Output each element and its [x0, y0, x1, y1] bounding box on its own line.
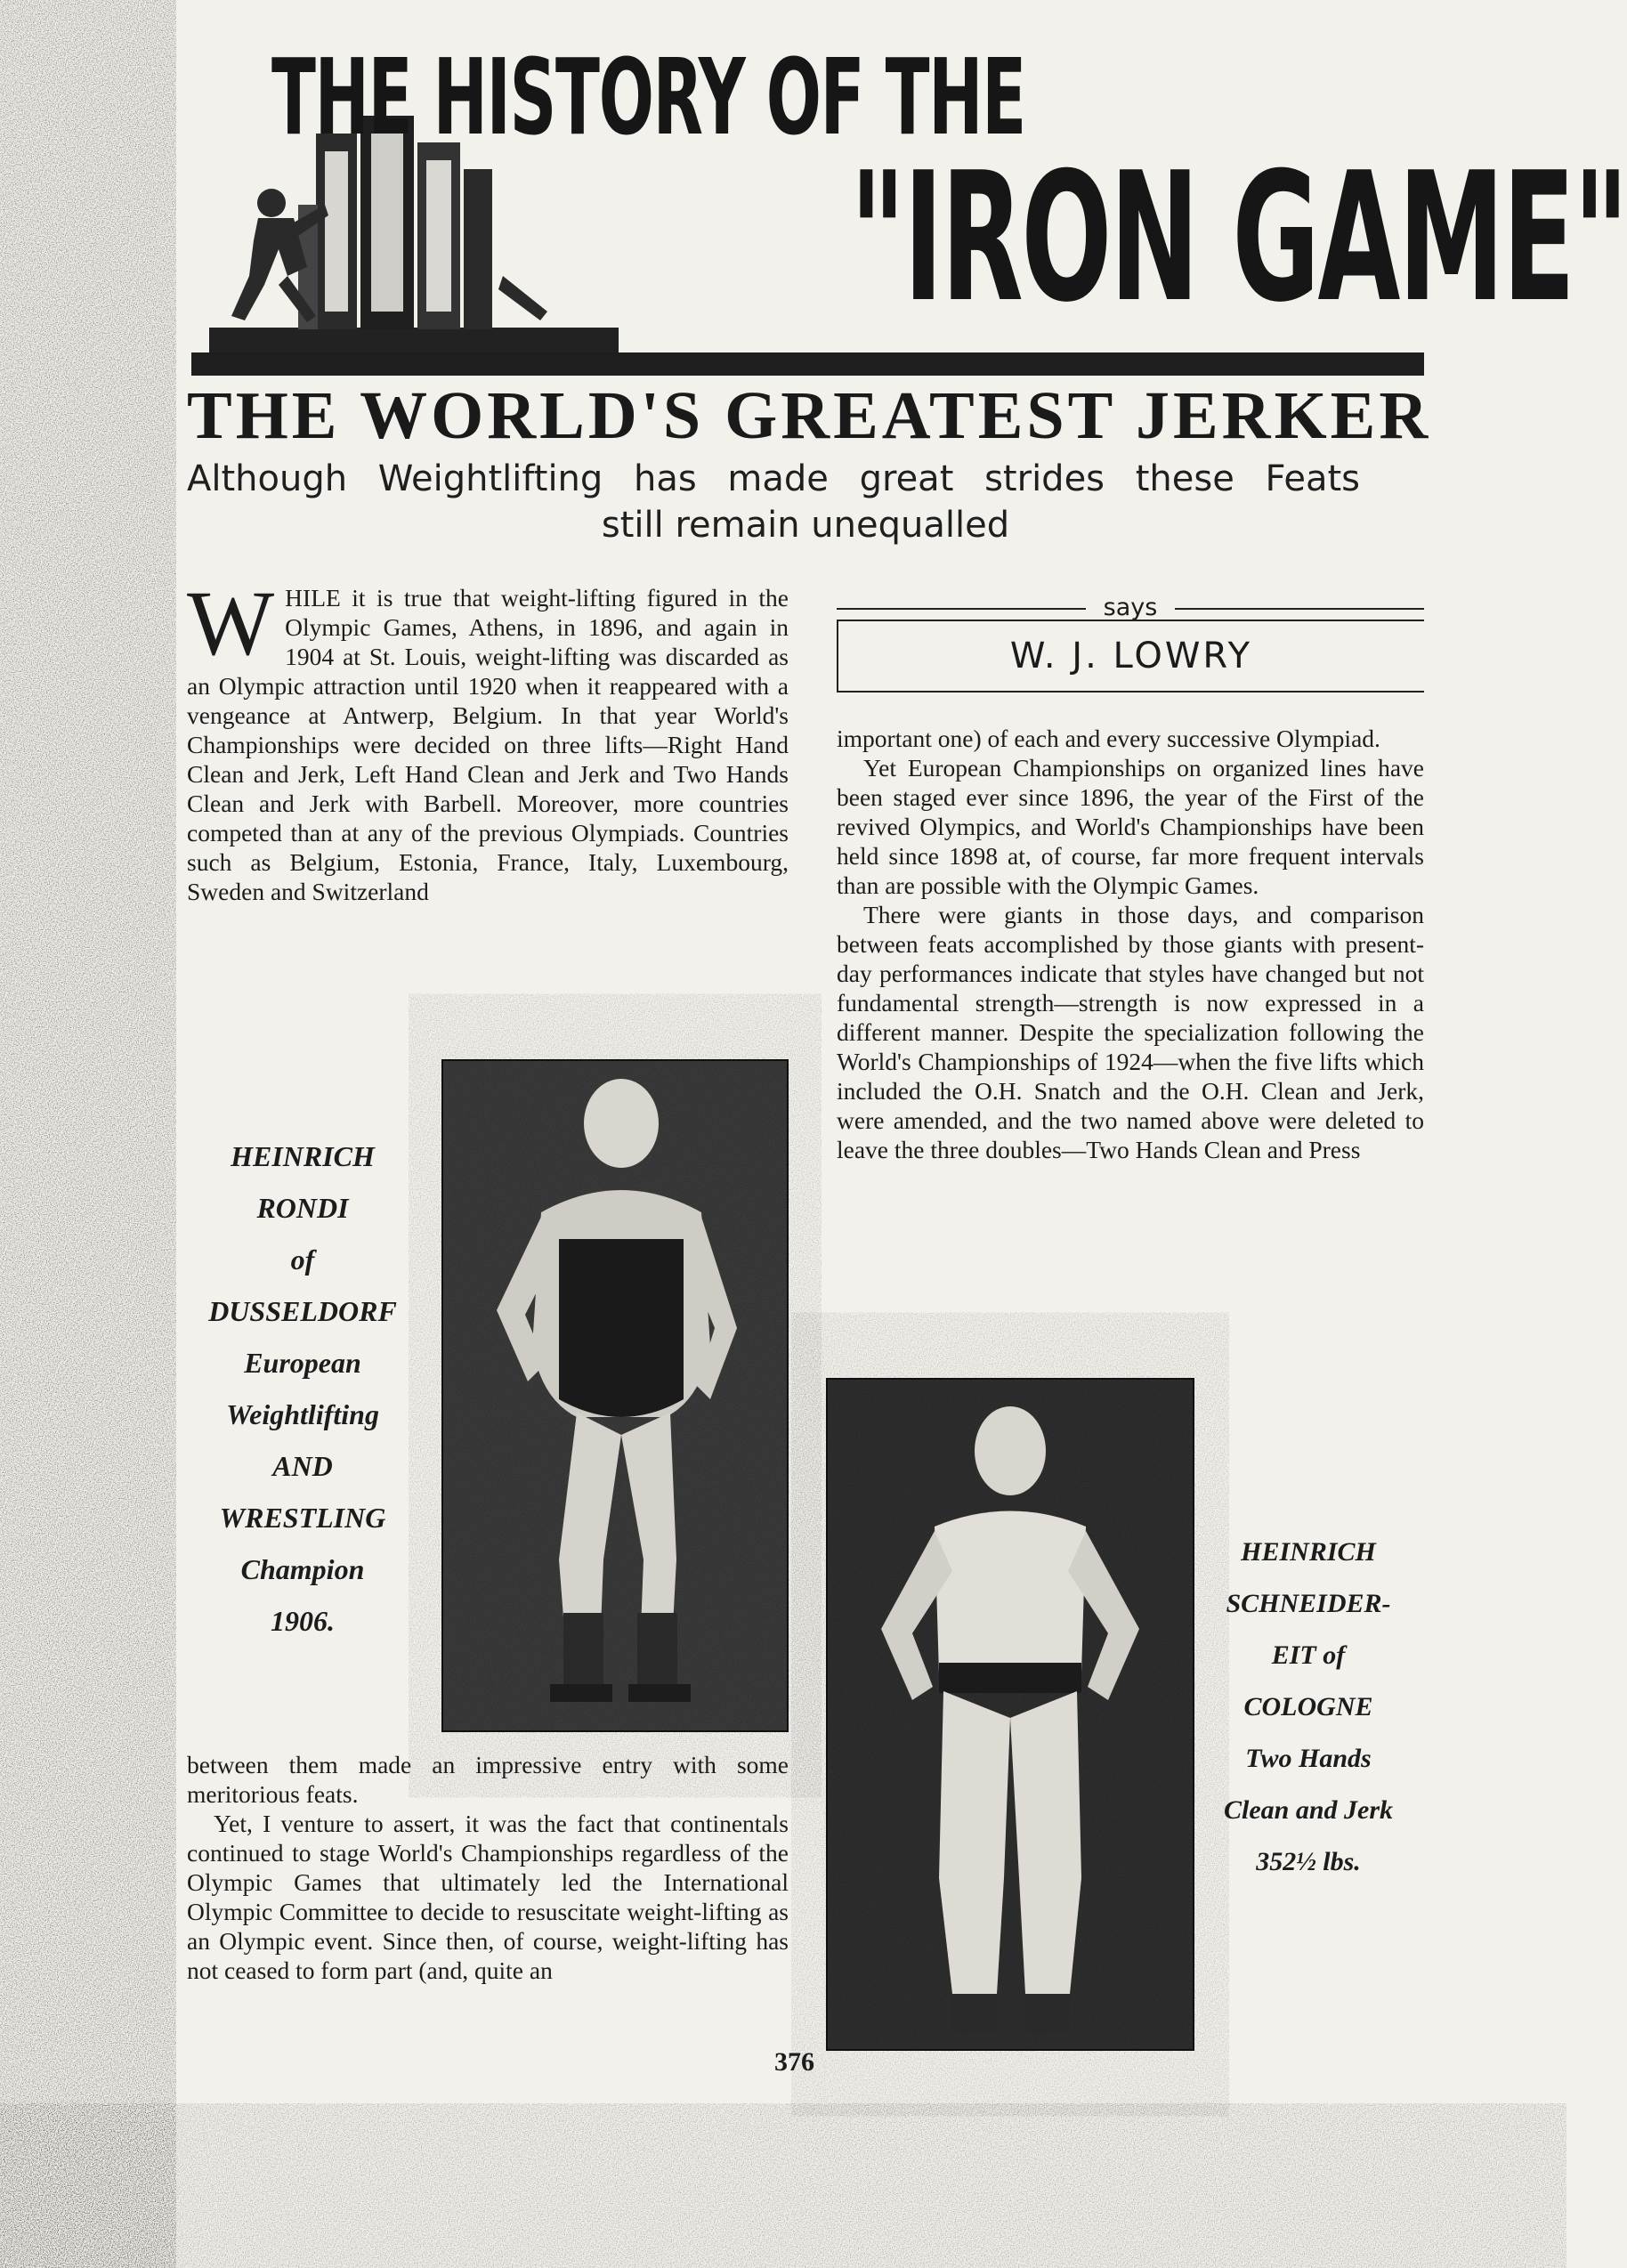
caption-right-line: Clean and Jerk: [1223, 1795, 1394, 1825]
caption-heinrich-schneidereit: [1193, 1527, 1424, 1888]
subhead-line-2: still remain unequalled: [601, 505, 1010, 546]
photo-heinrich-schneidereit: [826, 1378, 1194, 2051]
caption-left-line: 1906.: [271, 1605, 335, 1637]
subhead-line-1: Although Weightlifting has made great strides these Feats: [187, 458, 1361, 499]
masthead: [191, 27, 1627, 356]
left-column-top: [187, 572, 789, 906]
caption-left-line: AND: [272, 1450, 333, 1482]
article-headline: THE WORLD'S GREATEST JERKER: [187, 378, 1432, 453]
page-number: 376: [774, 2047, 814, 2077]
right-paragraph-3: There were giants in those days, and comparison between feats accomplished by those giants with present-day performances indicate that styles have changed but not fundamental strength—strength is now expressed in a different manner. Despite the specialization following the World's Championships of 1924—when the five lifts which included the O.H. Snatch and the O.H. Clean and Jerk, were amended, and the two named above were deleted to leave the three doubles—Two Hands Clean and Press: [837, 901, 1424, 1163]
caption-right-line: COLOGNE: [1243, 1692, 1373, 1721]
article-subhead: [187, 456, 1424, 548]
byline-author: W. J. LOWRY: [837, 620, 1424, 693]
right-paragraph-1: important one) of each and every successive Olympiad.: [837, 725, 1380, 752]
masthead-title-line2: "IRON GAME": [850, 134, 1627, 342]
caption-left-line: Weightlifting: [226, 1398, 379, 1430]
caption-left-line: RONDI: [256, 1192, 349, 1224]
caption-left-line: WRESTLING: [219, 1502, 386, 1534]
drop-cap: W: [187, 572, 275, 675]
left-bottom-paragraph-1: between them made an impressive entry with some meritorious feats.: [187, 1751, 789, 1808]
caption-left-line: DUSSELDORF: [208, 1295, 397, 1327]
photo-heinrich-rondi: [441, 1059, 789, 1732]
caption-right-line: Two Hands: [1245, 1744, 1372, 1773]
caption-right-line: HEINRICH: [1241, 1537, 1376, 1567]
caption-left-line: Champion: [240, 1553, 365, 1585]
masthead-rule: [191, 352, 1424, 376]
caption-heinrich-rondi: [169, 1130, 436, 1647]
caption-left-line: European: [244, 1347, 361, 1379]
caption-left-line: HEINRICH: [231, 1140, 375, 1172]
caption-right-line: 352½ lbs.: [1256, 1847, 1361, 1876]
caption-right-line: SCHNEIDER-: [1226, 1589, 1391, 1618]
left-column-top-text: HILE it is true that weight-lifting figured in the Olympic Games, Athens, in 1896, and again in 1904 at St. Louis, weight-lifting was discarded as an Olympic attraction until 1920 when it reappeared with a vengeance at Antwerp, Belgium. In that year World's Championships were decided on three lifts—Right Hand Clean and Jerk, Left Hand Clean and Jerk and Two Hands Clean and Jerk with Barbell. Moreover, more countries competed than at any of the previous Olympiads. Countries such as Belgium, Estonia, France, Italy, Luxembourg, Sweden and Switzerland: [187, 584, 789, 905]
left-column-bottom: [187, 1750, 789, 1985]
caption-left-line: of: [290, 1243, 315, 1276]
right-paragraph-2: Yet European Championships on organized lines have been staged ever since 1896, the year of the First of the revived Olympics, and World's Championships have been held since 1898 at, of course, far more frequent intervals than are possible with the Olympic Games.: [837, 754, 1424, 899]
byline-says: says: [837, 594, 1424, 620]
right-column-top: [837, 724, 1424, 1164]
left-bottom-paragraph-2: Yet, I venture to assert, it was the fact that continentals continued to stage World's Championships regardless of the Olympic Games that ultimately led the International Olympic Committee to decide to resuscitate weight-lifting as an Olympic event. Since then, of course, weight-lifting has not ceased to form part (and, quite an: [187, 1810, 789, 1984]
masthead-title-line1: THE HISTORY OF THE: [271, 36, 1026, 158]
caption-right-line: EIT of: [1271, 1640, 1346, 1670]
